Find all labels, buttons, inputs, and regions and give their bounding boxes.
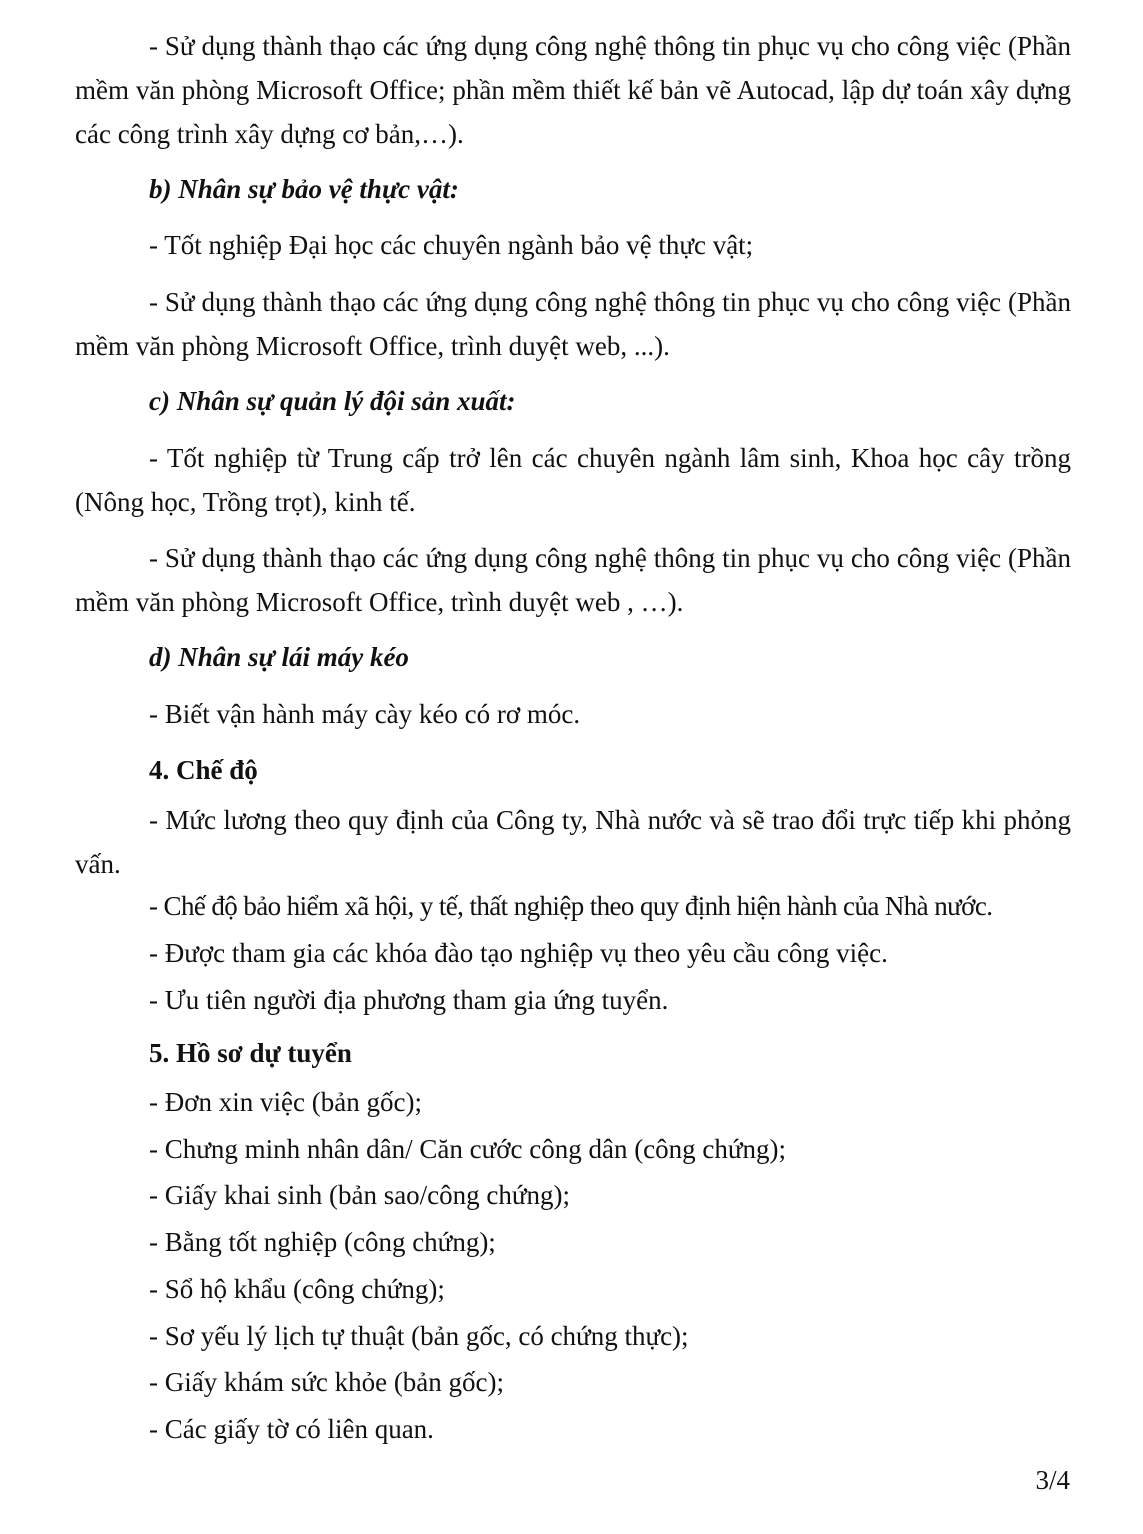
plant-protection-degree: - Tốt nghiệp Đại học các chuyên ngành bảo vệ thực vật; [149, 230, 754, 260]
heading-production-manager: c) Nhân sự quản lý đội sản xuất: [149, 386, 516, 416]
tractor-driver-requirement: - Biết vận hành máy cày kéo có rơ móc. [149, 699, 581, 729]
benefit-salary: - Mức lương theo quy định của Công ty, Nhà nước và sẽ trao đổi trực tiếp khi phỏng vấn. [75, 805, 1071, 879]
production-manager-it-skills: - Sử dụng thành thạo các ứng dụng công nghệ thông tin phục vụ cho công việc (Phần mềm văn phòng Microsoft Office, trình duyệt web , …). [75, 543, 1071, 617]
list-item: - Bằng tốt nghiệp (công chứng); [149, 1227, 496, 1257]
benefit-training: - Được tham gia các khóa đào tạo nghiệp vụ theo yêu cầu công việc. [149, 938, 888, 968]
heading-benefits: 4. Chế độ [149, 755, 258, 785]
heading-tractor-driver: d) Nhân sự lái máy kéo [149, 642, 409, 672]
list-item: - Sơ yếu lý lịch tự thuật (bản gốc, có chứng thực); [149, 1321, 689, 1351]
page-number: 3/4 [1035, 1465, 1070, 1495]
list-item: - Giấy khai sinh (bản sao/công chứng); [149, 1180, 571, 1210]
list-item: - Các giấy tờ có liên quan. [149, 1414, 434, 1444]
list-item: - Chưng minh nhân dân/ Căn cước công dân (công chứng); [149, 1134, 787, 1164]
paragraph-it-skills-general: - Sử dụng thành thạo các ứng dụng công nghệ thông tin phục vụ cho công việc (Phần mềm văn phòng Microsoft Office; phần mềm thiết kế bản vẽ Autocad, lập dự toán xây dựng các công trình xây dựng cơ bản,…). [75, 31, 1071, 149]
list-item: - Giấy khám sức khỏe (bản gốc); [149, 1367, 505, 1397]
benefit-insurance: - Chế độ bảo hiểm xã hội, y tế, thất nghiệp theo quy định hiện hành của Nhà nước. [149, 891, 993, 921]
plant-protection-it-skills: - Sử dụng thành thạo các ứng dụng công nghệ thông tin phục vụ cho công việc (Phần mềm văn phòng Microsoft Office, trình duyệt web, ...). [75, 287, 1071, 361]
heading-application-documents: 5. Hồ sơ dự tuyển [149, 1038, 352, 1068]
production-manager-degree: - Tốt nghiệp từ Trung cấp trở lên các chuyên ngành lâm sinh, Khoa học cây trồng (Nông học, Trồng trọt), kinh tế. [75, 443, 1071, 517]
heading-plant-protection: b) Nhân sự bảo vệ thực vật: [149, 174, 459, 204]
list-item: - Đơn xin việc (bản gốc); [149, 1087, 422, 1117]
benefit-local-priority: - Ưu tiên người địa phương tham gia ứng tuyển. [149, 985, 669, 1015]
list-item: - Sổ hộ khẩu (công chứng); [149, 1274, 445, 1304]
